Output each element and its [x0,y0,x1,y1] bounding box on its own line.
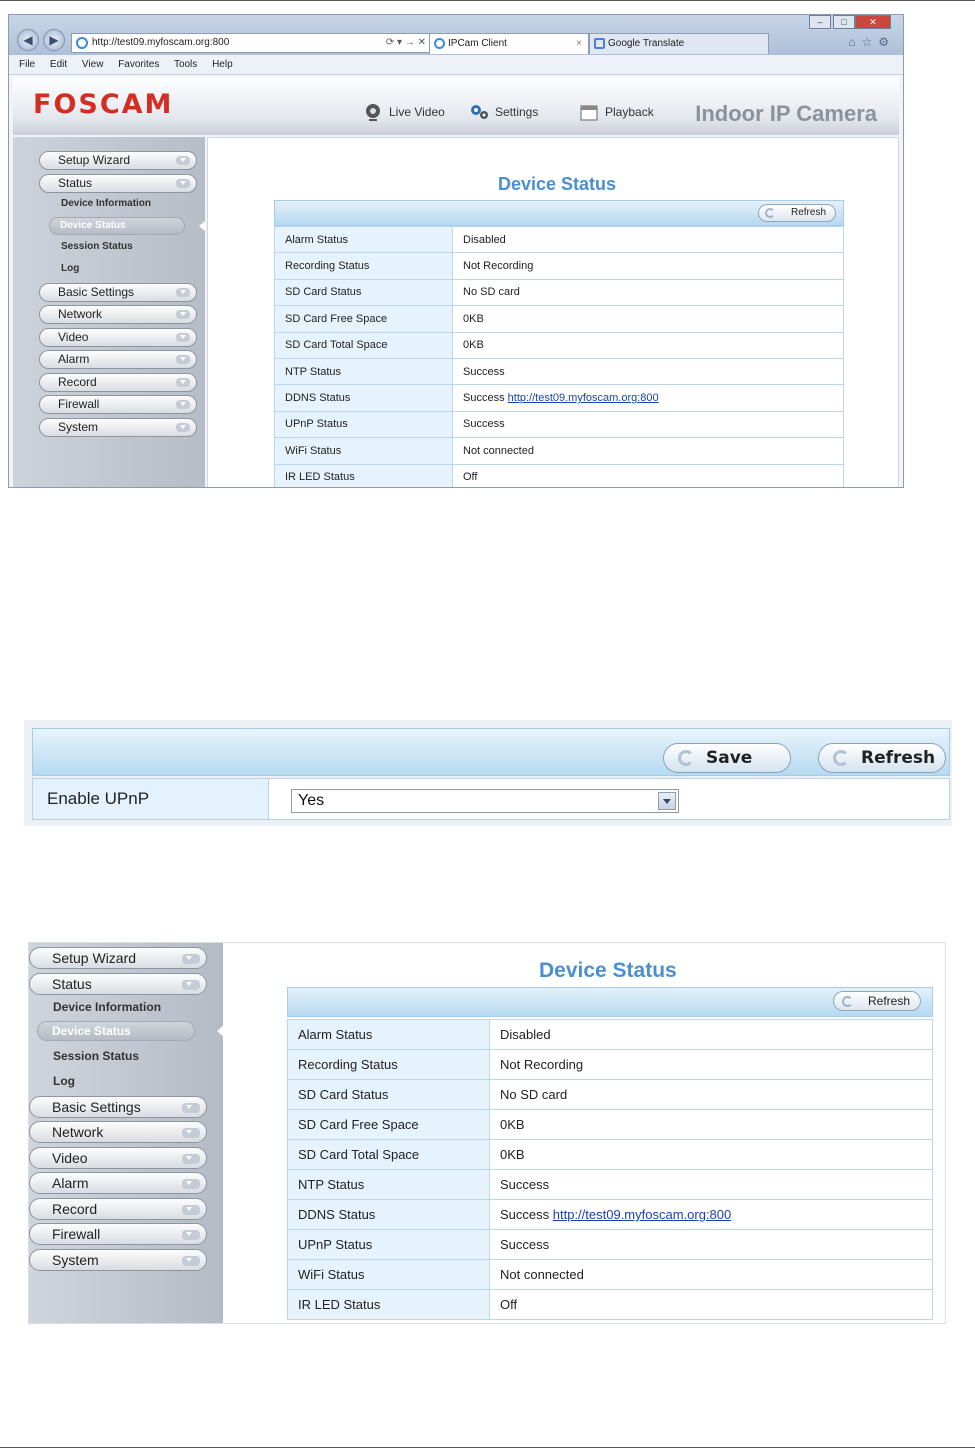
tab-label: Playback [605,105,654,119]
page-title: Device Status [498,174,617,194]
chevron-down-icon [176,400,190,409]
address-tools-icon[interactable]: ⟳ ▾ → ✕ [385,37,426,48]
ddns-link[interactable]: http://test09.myfoscam.org:800 [507,392,659,405]
sidebar-item-label: Alarm [52,1175,89,1191]
sidebar-item-network[interactable] [29,1121,207,1143]
calendar-icon [579,102,599,122]
sidebar-item-record[interactable] [29,1198,207,1220]
table-row [288,1140,933,1170]
address-text: http://test09.myfoscam.org:800 [92,37,230,48]
status-table [274,226,844,488]
refresh-icon [678,750,694,766]
table-row [288,1110,933,1140]
row-label: SD Card Status [275,279,453,305]
row-value: Off [490,1290,933,1320]
status-table [287,1019,933,1320]
bottom-rule [0,1447,975,1448]
sidebar-item-alarm[interactable] [29,1172,207,1194]
table-row [275,385,844,411]
action-bar [32,728,950,776]
chevron-down-icon [176,355,190,364]
sidebar-item-status[interactable] [39,174,197,193]
close-tab-icon[interactable]: × [576,38,582,49]
translate-icon [594,38,605,49]
menu-favorites[interactable]: Favorites [118,59,160,70]
sidebar-sub-session-status[interactable]: Session Status [53,1049,140,1063]
row-value: Success [453,358,844,384]
row-value: Success [453,411,844,437]
sidebar-sub-device-status[interactable]: Device Status [37,1021,195,1041]
row-value: 0KB [490,1110,933,1140]
menu-help[interactable]: Help [212,59,233,70]
row-value: No SD card [453,279,844,305]
device-status-screenshot [28,942,946,1324]
toolbar-icons[interactable]: ⌂☆⚙ [848,35,895,49]
row-value: No SD card [490,1080,933,1110]
refresh-icon [765,208,775,218]
sidebar-item-label: Basic Settings [52,1099,141,1115]
chevron-down-icon [176,333,190,342]
chevron-down-icon [182,954,200,964]
tab-label: Google Translate [608,38,685,49]
active-pointer-icon [199,221,205,231]
menu-tools[interactable]: Tools [173,59,198,70]
table-row [275,306,844,332]
tab-settings[interactable] [465,95,538,129]
row-value: 0KB [490,1140,933,1170]
table-row [288,1200,933,1230]
row-label: Recording Status [275,253,453,279]
address-bar[interactable] [71,33,431,53]
row-label: DDNS Status [288,1200,490,1230]
top-rule [0,0,975,1]
gears-icon [469,102,489,122]
row-value: Success [490,1170,933,1200]
sidebar-item-label: System [52,1252,99,1268]
refresh-button[interactable] [758,204,836,222]
row-value: Not Recording [453,253,844,279]
chevron-down-icon [182,1154,200,1164]
table-row [275,411,844,437]
row-label: Alarm Status [275,227,453,253]
row-value: Disabled [490,1020,933,1050]
table-row [288,1230,933,1260]
sidebar-sub-log[interactable]: Log [53,1074,75,1088]
sidebar-item-label: Network [52,1124,104,1140]
sidebar-sub-log[interactable]: Log [61,263,80,274]
browser-screenshot [8,14,904,488]
sidebar-item-label: Setup Wizard [58,153,131,167]
tab-label: Live Video [389,105,445,119]
table-row [288,1170,933,1200]
menu-file[interactable]: File [19,59,36,70]
row-value: Not connected [490,1260,933,1290]
row-value: Success [490,1230,933,1260]
sidebar-item-label: Record [58,375,97,389]
maximize-icon[interactable]: □ [833,15,855,29]
refresh-icon [842,996,853,1007]
row-label: UPnP Status [275,411,453,437]
table-row [288,1290,933,1320]
tab-ipcam-client[interactable] [429,33,589,54]
row-label: Alarm Status [288,1020,490,1050]
ddns-link[interactable]: http://test09.myfoscam.org:800 [552,1207,732,1222]
sidebar-item-firewall[interactable] [29,1223,207,1245]
table-row [275,227,844,253]
table-row [288,1020,933,1050]
sidebar-sub-device-information[interactable]: Device Information [61,198,152,209]
refresh-label: Refresh [861,748,936,768]
chevron-down-icon [182,1205,200,1215]
ie-icon [434,38,445,49]
sidebar-item-basic-settings[interactable] [29,1096,207,1118]
sidebar-item-record[interactable] [39,373,197,392]
sidebar-item-system[interactable] [29,1249,207,1271]
sidebar-item-label: System [58,420,99,434]
sidebar-item-alarm[interactable] [39,350,197,369]
menu-edit[interactable]: Edit [49,59,68,70]
refresh-button[interactable] [818,743,946,773]
chevron-down-icon [176,423,190,432]
sidebar-item-label: Status [52,976,92,992]
close-window-icon[interactable]: ✕ [855,15,891,29]
row-value: 0KB [453,332,844,358]
table-row [288,1260,933,1290]
refresh-label: Refresh [868,994,911,1008]
row-value: 0KB [453,306,844,332]
enable-upnp-row [32,778,950,820]
sidebar [29,943,223,1323]
chevron-down-icon [176,378,190,387]
save-label: Save [706,748,753,768]
chevron-down-icon [182,1230,200,1240]
row-value: Not connected [453,438,844,464]
row-label: SD Card Total Space [275,332,453,358]
refresh-label: Refresh [791,207,827,218]
row-label: NTP Status [288,1170,490,1200]
sidebar [13,137,205,488]
sidebar-item-system[interactable] [39,418,197,437]
browser-titlebar [9,15,903,55]
sidebar-item-video[interactable] [39,328,197,347]
tab-label: IPCam Client [448,38,507,49]
row-value: Not Recording [490,1050,933,1080]
chevron-down-icon [182,1179,200,1189]
table-row [288,1050,933,1080]
sidebar-item-status[interactable] [29,973,207,995]
sidebar-item-label: Video [52,1150,88,1166]
enable-upnp-label: Enable UPnP [33,779,269,819]
row-label: IR LED Status [275,464,453,488]
webcam-icon [363,102,383,122]
sidebar-item-video[interactable] [29,1147,207,1169]
minimize-icon[interactable]: – [809,15,831,29]
chevron-down-icon [182,1256,200,1266]
main-panel [207,137,899,488]
row-label: UPnP Status [288,1230,490,1260]
row-label: Recording Status [288,1050,490,1080]
main-panel [223,943,945,1323]
row-value [490,1200,933,1230]
sidebar-sub-device-status[interactable]: Device Status [49,217,185,235]
sidebar-item-label: Alarm [58,352,90,366]
page-title: Device Status [539,959,677,982]
sidebar-item-label: Status [58,176,93,190]
sidebar-item-label: Video [58,330,89,344]
chevron-down-icon [176,156,190,165]
ddns-status-text: Success [463,392,505,405]
enable-upnp-select[interactable] [291,789,679,813]
table-row [288,1080,933,1110]
table-row [275,279,844,305]
row-value [453,385,844,411]
row-label: WiFi Status [275,438,453,464]
save-button[interactable] [663,743,791,773]
ie-icon [76,37,88,49]
row-label: IR LED Status [288,1290,490,1320]
row-label: SD Card Free Space [288,1110,490,1140]
sidebar-item-firewall[interactable] [39,395,197,414]
chevron-down-icon [182,980,200,990]
sidebar-item-basic-settings[interactable] [39,283,197,302]
tab-playback[interactable] [575,95,654,129]
ddns-status-text: Success [500,1207,550,1222]
sidebar-sub-device-information[interactable]: Device Information [53,1000,162,1014]
sidebar-item-label: Setup Wizard [52,950,137,966]
refresh-icon [833,750,849,766]
camera-title: Indoor IP Camera [695,101,877,126]
tab-label: Settings [495,105,539,119]
row-label: SD Card Status [288,1080,490,1110]
back-icon[interactable]: ◀ [17,29,39,51]
sidebar-item-network[interactable] [39,305,197,324]
row-value: Off [453,464,844,488]
sidebar-item-setup-wizard[interactable] [29,947,207,969]
sidebar-item-label: Firewall [58,397,100,411]
row-label: DDNS Status [275,385,453,411]
tab-live-video[interactable] [359,95,445,129]
select-value: Yes [298,792,325,809]
browser-menubar [9,55,903,75]
chevron-down-icon [182,1128,200,1138]
sidebar-sub-session-status[interactable]: Session Status [61,241,133,252]
sidebar-item-setup-wizard[interactable] [39,151,197,170]
row-label: SD Card Total Space [288,1140,490,1170]
row-label: WiFi Status [288,1260,490,1290]
chevron-down-icon[interactable] [658,792,676,810]
row-value: Disabled [453,227,844,253]
menu-view[interactable]: View [81,59,104,70]
chevron-down-icon [176,179,190,188]
chevron-down-icon [182,1103,200,1113]
row-label: NTP Status [275,358,453,384]
upnp-screenshot [24,720,952,826]
chevron-down-icon [176,288,190,297]
row-label: SD Card Free Space [275,306,453,332]
forward-icon[interactable]: ▶ [43,29,65,51]
sidebar-item-label: Network [58,307,103,321]
table-row [275,438,844,464]
table-row [275,253,844,279]
refresh-button[interactable] [833,991,921,1011]
table-row [275,332,844,358]
tab-google-translate[interactable] [589,33,769,54]
table-row [275,464,844,488]
chevron-down-icon [176,310,190,319]
sidebar-item-label: Record [52,1201,98,1217]
foscam-logo: FOSCAM [33,89,174,120]
table-row [275,358,844,384]
sidebar-item-label: Basic Settings [58,285,135,299]
foscam-header [13,77,899,135]
sidebar-item-label: Firewall [52,1226,101,1242]
